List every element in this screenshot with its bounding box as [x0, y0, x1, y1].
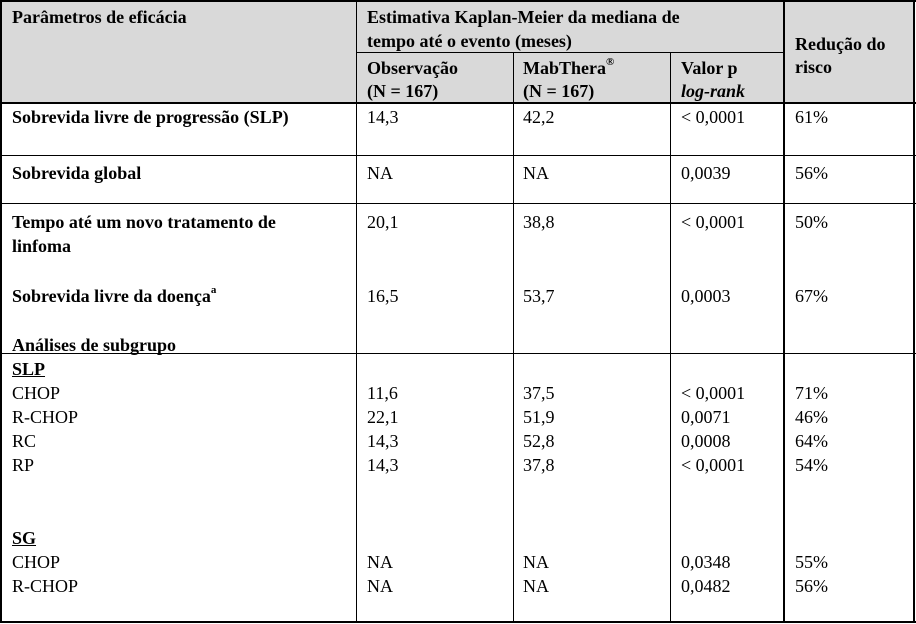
- header-param: Parâmetros de eficácia: [12, 7, 187, 27]
- header-bottom-border: [0, 102, 916, 104]
- slp-obs: 11,6: [367, 383, 398, 403]
- cell-mab: NA: [523, 163, 549, 183]
- row-label-text: Sobrevida livre da doença: [12, 286, 211, 306]
- row-label-line2: linfoma: [12, 236, 72, 256]
- row-border-1: [0, 155, 916, 156]
- slp-mab: 37,8: [523, 455, 555, 475]
- header-mab-line2: (N = 167): [523, 81, 595, 101]
- cell-p: 0,0003: [681, 286, 731, 306]
- row-label: Sobrevida livre de progressão (SLP): [12, 107, 289, 127]
- cell-p: < 0,0001: [681, 212, 746, 232]
- header-red-line1: Redução do: [795, 34, 886, 54]
- sg-section-title: SG: [12, 528, 37, 548]
- header-mab-line1: [523, 56, 614, 80]
- header-obs-line1: Observação: [367, 58, 458, 78]
- row-border-2: [0, 203, 916, 204]
- cell-obs: 20,1: [367, 212, 399, 232]
- slp-p: 0,0008: [681, 431, 731, 451]
- slp-obs: 14,3: [367, 455, 399, 475]
- sg-p: 0,0348: [681, 552, 731, 572]
- cell-obs: 14,3: [367, 107, 399, 127]
- col-border-2: [513, 52, 514, 623]
- slp-obs: 14,3: [367, 431, 399, 451]
- sg-p: 0,0482: [681, 576, 731, 596]
- sg-red: 55%: [795, 552, 828, 572]
- cell-p: < 0,0001: [681, 107, 746, 127]
- border-bottom: [0, 621, 916, 623]
- slp-obs: 22,1: [367, 407, 399, 427]
- slp-mab: 51,9: [523, 407, 555, 427]
- slp-red: 71%: [795, 383, 828, 403]
- cell-red: 67%: [795, 286, 828, 306]
- col-border-right: [913, 0, 915, 623]
- cell-obs: 16,5: [367, 286, 399, 306]
- row-label: [12, 284, 216, 308]
- sg-obs: NA: [367, 576, 393, 596]
- sg-red: 56%: [795, 576, 828, 596]
- header-km-line2: tempo até o evento (meses): [367, 31, 572, 51]
- sg-label: CHOP: [12, 552, 61, 572]
- slp-p: 0,0071: [681, 407, 731, 427]
- sg-obs: NA: [367, 552, 393, 572]
- slp-red: 54%: [795, 455, 828, 475]
- cell-red: 50%: [795, 212, 828, 232]
- slp-p: < 0,0001: [681, 455, 746, 475]
- slp-label: R-CHOP: [12, 407, 79, 427]
- footnote-marker: a: [210, 284, 217, 296]
- header-p-line2: log-rank: [681, 81, 746, 101]
- cell-obs: NA: [367, 163, 393, 183]
- sg-mab: NA: [523, 576, 549, 596]
- header-obs-line2: (N = 167): [367, 81, 439, 101]
- registered-mark: ®: [606, 56, 615, 68]
- cell-red: 61%: [795, 107, 828, 127]
- cell-red: 56%: [795, 163, 828, 183]
- cell-p: 0,0039: [681, 163, 731, 183]
- header-p-line1: Valor p: [681, 58, 738, 78]
- col-border-1: [356, 0, 357, 623]
- slp-red: 46%: [795, 407, 828, 427]
- slp-label: CHOP: [12, 383, 61, 403]
- slp-mab: 52,8: [523, 431, 555, 451]
- col-border-3: [670, 52, 671, 623]
- row-label-line1: Tempo até um novo tratamento de: [12, 212, 276, 232]
- cell-mab: 53,7: [523, 286, 555, 306]
- slp-label: RP: [12, 455, 35, 475]
- subgroup-title: Análises de subgrupo: [12, 335, 177, 355]
- border-top: [0, 0, 916, 2]
- sg-mab: NA: [523, 552, 549, 572]
- header-mab-name: MabThera: [523, 58, 606, 78]
- row-label: Sobrevida global: [12, 163, 142, 183]
- header-red-line2: risco: [795, 57, 832, 77]
- slp-p: < 0,0001: [681, 383, 746, 403]
- sg-label: R-CHOP: [12, 576, 79, 596]
- slp-mab: 37,5: [523, 383, 555, 403]
- slp-red: 64%: [795, 431, 828, 451]
- cell-mab: 38,8: [523, 212, 555, 232]
- slp-label: RC: [12, 431, 37, 451]
- cell-mab: 42,2: [523, 107, 555, 127]
- slp-section-title: SLP: [12, 359, 46, 379]
- col-border-left: [0, 0, 2, 623]
- col-border-4: [783, 0, 785, 623]
- header-km-line1: Estimativa Kaplan-Meier da mediana de: [367, 7, 680, 27]
